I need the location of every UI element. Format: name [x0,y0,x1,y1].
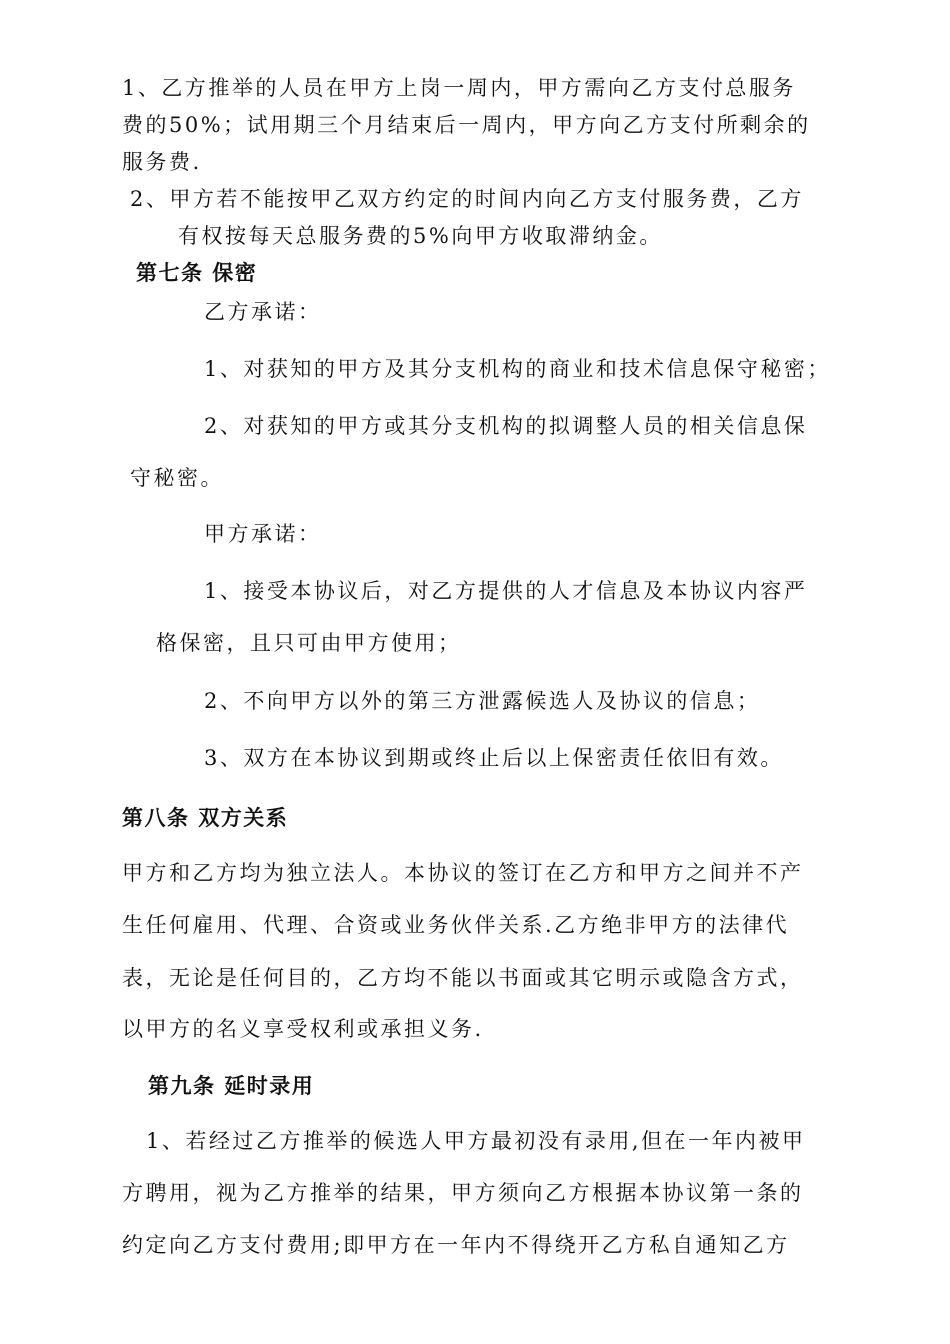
party-a-commitment-3: 3、双方在本协议到期或终止后以上保密责任依旧有效。 [204,746,784,770]
party-b-commitment-1: 1、对获知的甲方及其分支机构的商业和技术信息保守秘密； [204,357,831,381]
section-7-heading: 第七条 保密 [136,261,258,285]
payment-clause-2-line-1: 2、甲方若不能按甲乙双方约定的时间内向乙方支付服务费，乙方 [130,187,804,211]
party-b-commitment-2-line-2: 守秘密。 [130,466,224,490]
party-a-commitment-1-line-1: 1、接受本协议后，对乙方提供的人才信息及本协议内容严 [204,579,808,603]
payment-clause-1-line-1: 1、乙方推举的人员在甲方上岗一周内，甲方需向乙方支付总服务 [122,76,796,100]
relationship-paragraph-line-2: 生任何雇用、代理、合资或业务伙伴关系.乙方绝非甲方的法律代 [122,913,790,937]
section-8-heading: 第八条 双方关系 [122,806,289,830]
relationship-paragraph-line-3: 表，无论是任何目的，乙方均不能以书面或其它明示或隐含方式， [122,966,804,990]
party-b-commitment-2-line-1: 2、对获知的甲方或其分支机构的拟调整人员的相关信息保 [204,414,808,438]
party-b-commitment-intro: 乙方承诺： [204,300,322,324]
party-a-commitment-intro: 甲方承诺： [204,522,322,546]
relationship-paragraph-line-1: 甲方和乙方均为独立法人。本协议的签订在乙方和甲方之间并不产 [122,861,804,885]
party-a-commitment-1-line-2: 格保密，且只可由甲方使用； [156,631,462,655]
payment-clause-1-line-2: 费的50%；试用期三个月结束后一周内，甲方向乙方支付所剩余的 [122,113,811,137]
delayed-hiring-line-3: 约定向乙方支付费用;即甲方在一年内不得绕开乙方私自通知乙方 [122,1233,790,1257]
relationship-paragraph-line-4: 以甲方的名义享受权利或承担义务. [122,1017,484,1041]
party-a-commitment-2: 2、不向甲方以外的第三方泄露候选人及协议的信息； [204,689,761,713]
payment-clause-1-line-3: 服务费. [122,150,202,174]
delayed-hiring-line-1: 1、若经过乙方推举的候选人甲方最初没有录用,但在一年内被甲 [146,1129,806,1153]
section-9-heading: 第九条 延时录用 [148,1074,315,1098]
delayed-hiring-line-2: 方聘用，视为乙方推举的结果，甲方须向乙方根据本协议第一条的 [122,1181,804,1205]
payment-clause-2-line-2: 有权按每天总服务费的5%向甲方收取滞纳金。 [178,224,663,248]
